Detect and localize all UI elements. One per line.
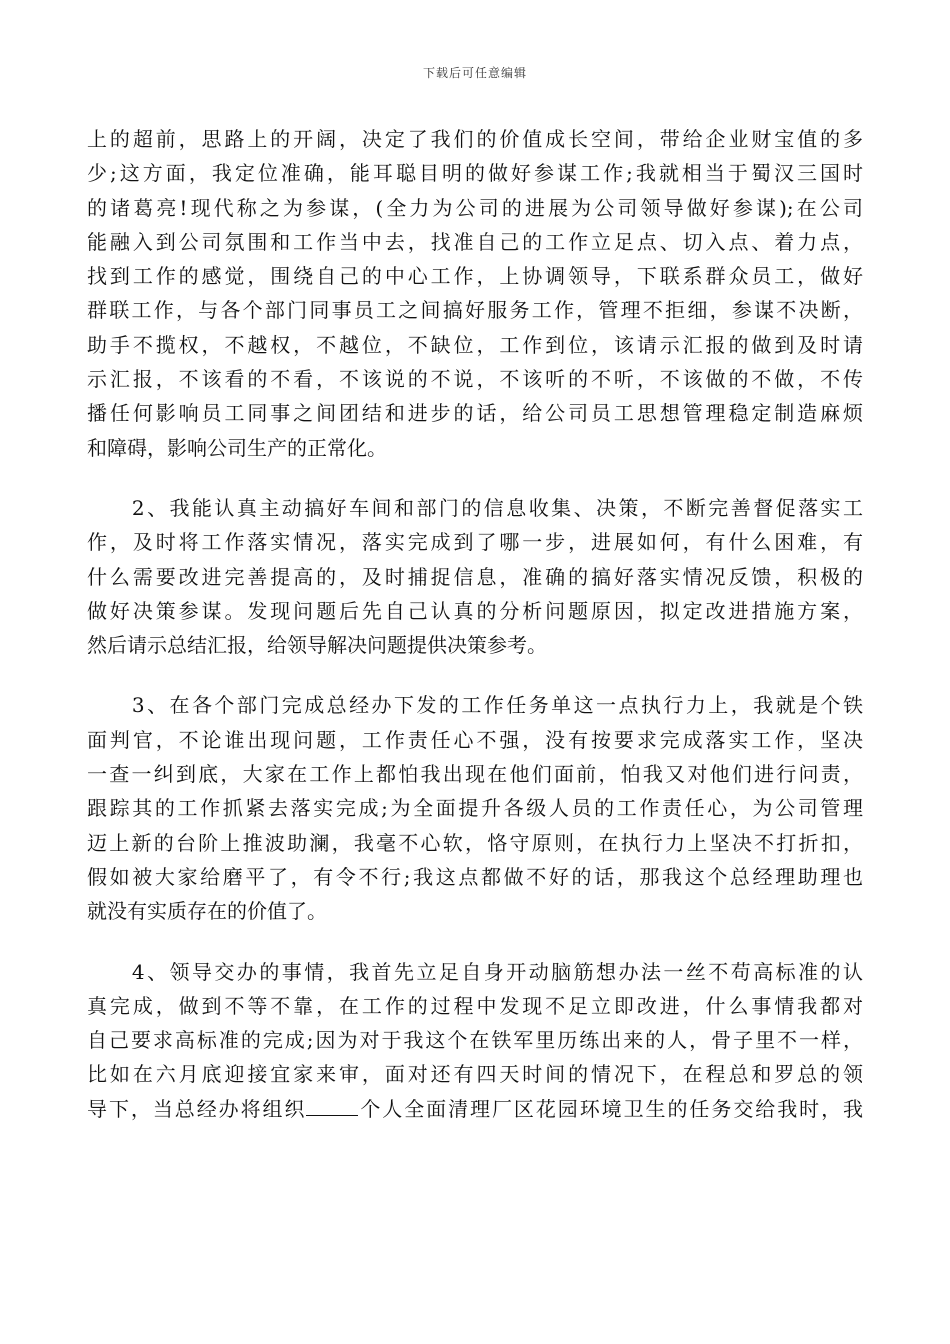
paragraph-3 xyxy=(87,688,863,928)
text-line: 面判官，不论谁出现问题，工作责任心不强，没有按要求完成落实工作，坚决 xyxy=(87,727,863,752)
text-line: 3、在各个部门完成总经办下发的工作任务单这一点执行力上，我就是个铁 xyxy=(87,693,863,718)
text-line: 和障碍，影响公司生产的正常化。 xyxy=(87,435,387,460)
paragraph-4 xyxy=(87,955,863,1126)
paragraph-1 xyxy=(87,122,863,465)
text-line: 少;这方面，我定位准确，能耳聪目明的做好参谋工作;我就相当于蜀汉三国时 xyxy=(87,161,863,186)
fill-in-blank xyxy=(306,1095,358,1116)
text-line: 迈上新的台阶上推波助澜，我毫不心软，恪守原则，在执行力上坚决不打折扣， xyxy=(87,830,863,855)
text-line: 2、我能认真主动搞好车间和部门的信息收集、决策，不断完善督促落实工 xyxy=(87,495,863,520)
page-header-note: 下载后可任意编辑 xyxy=(422,66,527,80)
text-line: 就没有实质存在的价值了。 xyxy=(87,899,327,924)
text-line: 作，及时将工作落实情况，落实完成到了哪一步，进展如何，有什么困难，有 xyxy=(87,530,863,555)
text-line: 跟踪其的工作抓紧去落实完成;为全面提升各级人员的工作责任心，为公司管理 xyxy=(87,796,863,821)
text-line: 比如在六月底迎接宜家来审，面对还有四天时间的情况下，在程总和罗总的领 xyxy=(87,1062,863,1087)
text-line: 假如被大家给磨平了，有令不行;我这点都做不好的话，那我这个总经理助理也 xyxy=(87,864,863,889)
text-line: 然后请示总结汇报，给领导解决问题提供决策参考。 xyxy=(87,633,547,658)
text-line: 助手不揽权，不越权，不越位，不缺位，工作到位，该请示汇报的做到及时请 xyxy=(87,332,863,357)
text-line-with-blank xyxy=(87,1092,863,1126)
text-line: 4、领导交办的事情，我首先立足自身开动脑筋想办法一丝不苟高标准的认 xyxy=(87,959,863,984)
text-line: 找到工作的感觉，围绕自己的中心工作，上协调领导，下联系群众员工，做好 xyxy=(87,264,863,289)
text-before-blank: 导下，当总经办将组织 xyxy=(87,1096,307,1121)
text-line: 群联工作，与各个部门同事员工之间搞好服务工作，管理不拒细，参谋不决断， xyxy=(87,298,863,323)
text-line: 播任何影响员工同事之间团结和进步的话，给公司员工思想管理稳定制造麻烦 xyxy=(87,401,863,426)
text-line: 的诸葛亮!现代称之为参谋，(全力为公司的进展为公司领导做好参谋);在公司 xyxy=(87,195,863,220)
text-after-blank: 个人全面清理厂区花园环境卫生的任务交给我时，我 xyxy=(358,1096,863,1121)
text-line: 能融入到公司氛围和工作当中去，找准自己的工作立足点、切入点、着力点， xyxy=(87,229,863,254)
paragraph-2 xyxy=(87,491,863,662)
text-line: 做好决策参谋。发现问题后先自己认真的分析问题原因，拟定改进措施方案， xyxy=(87,598,863,623)
document-body xyxy=(87,122,863,1152)
text-line: 什么需要改进完善提高的，及时捕捉信息，准确的搞好落实情况反馈，积极的 xyxy=(87,564,863,589)
text-line: 一查一纠到底，大家在工作上都怕我出现在他们面前，怕我又对他们进行问责， xyxy=(87,762,863,787)
text-line: 自己要求高标准的完成;因为对于我这个在铁军里历练出来的人，骨子里不一样， xyxy=(87,1028,863,1053)
text-line: 示汇报，不该看的不看，不该说的不说，不该听的不听，不该做的不做，不传 xyxy=(87,367,863,392)
text-line: 真完成，做到不等不靠，在工作的过程中发现不足立即改进，什么事情我都对 xyxy=(87,993,863,1018)
text-line: 上的超前，思路上的开阔，决定了我们的价值成长空间，带给企业财宝值的多 xyxy=(87,127,863,151)
